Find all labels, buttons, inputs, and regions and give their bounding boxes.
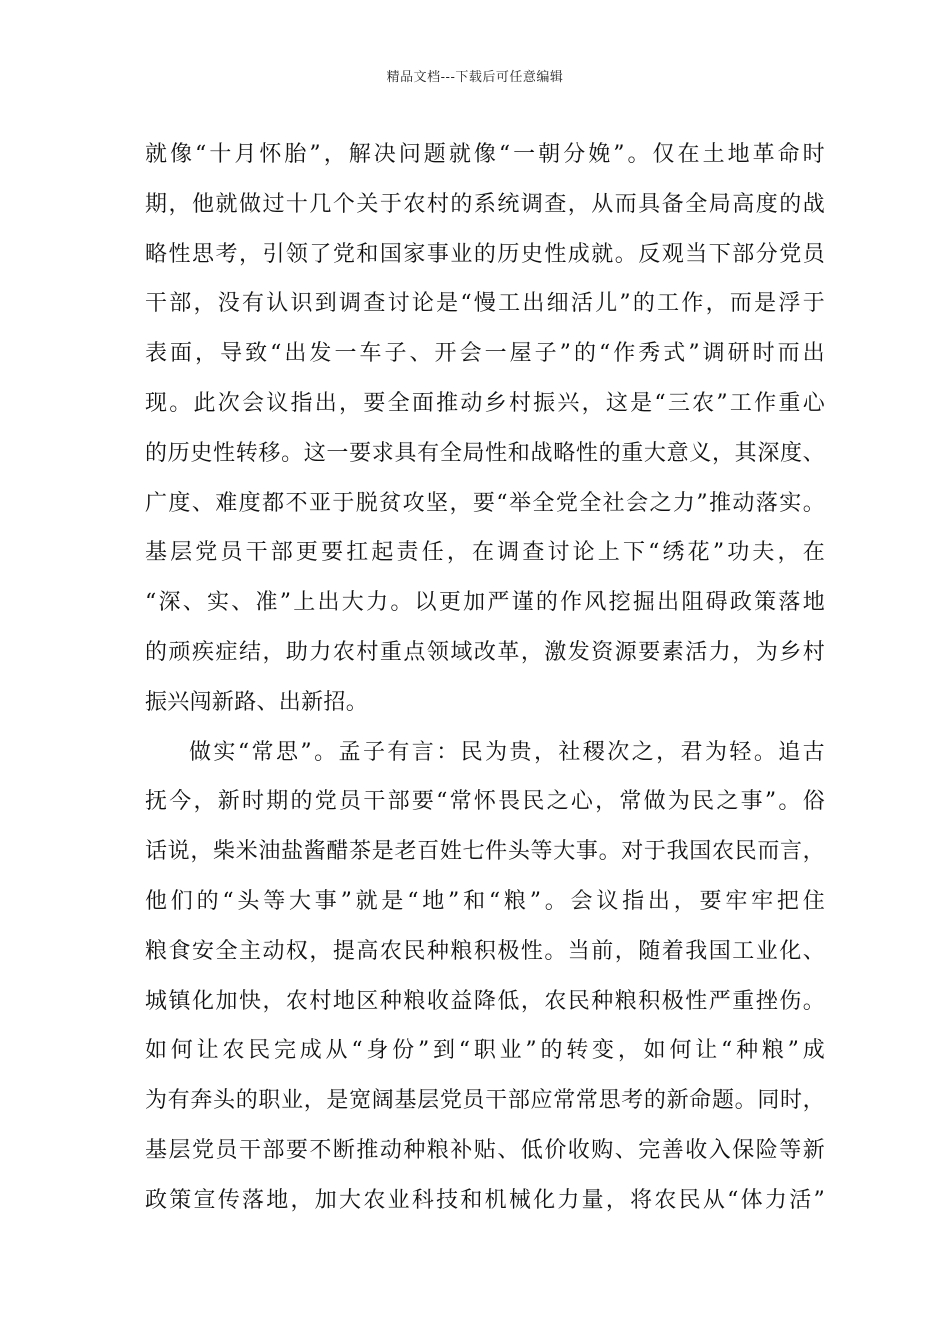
- text-line: “深、实、准”上出大力。以更加严谨的作风挖掘出阻碍政策落地: [145, 590, 825, 616]
- text-line: 略性思考，引领了党和国家事业的历史性成就。反观当下部分党员: [145, 241, 825, 267]
- text-line: 如何让农民完成从“身份”到“职业”的转变，如何让“种粮”成: [145, 1038, 825, 1064]
- body-text: [145, 130, 825, 1226]
- text-line: 表面，导致“出发一车子、开会一屋子”的“作秀式”调研时而出: [145, 341, 825, 367]
- text-line: 做实“常思”。孟子有言：民为贵，社稷次之，君为轻。追古: [189, 739, 825, 765]
- text-line: 话说，柴米油盐酱醋茶是老百姓七件头等大事。对于我国农民而言，: [145, 839, 825, 865]
- text-line: 的历史性转移。这一要求具有全局性和战略性的重大意义，其深度、: [145, 440, 825, 466]
- text-line: 期，他就做过十几个关于农村的系统调查，从而具备全局高度的战: [145, 191, 825, 217]
- text-line: 基层党员干部要不断推动种粮补贴、低价收购、完善收入保险等新: [145, 1137, 825, 1163]
- text-line: 为有奔头的职业，是宽阔基层党员干部应常常思考的新命题。同时，: [145, 1088, 825, 1114]
- text-line: 振兴闯新路、出新招。: [145, 689, 369, 715]
- text-line: 他们的“头等大事”就是“地”和“粮”。会议指出，要牢牢把住: [145, 888, 825, 914]
- text-line: 抚今，新时期的党员干部要“常怀畏民之心，常做为民之事”。俗: [145, 789, 825, 815]
- text-line: 政策宣传落地，加大农业科技和机械化力量，将农民从“体力活”: [145, 1187, 825, 1213]
- text-line: 粮食安全主动权，提高农民种粮积极性。当前，随着我国工业化、: [145, 938, 825, 964]
- text-line: 的顽疾症结，助力农村重点领域改革，激发资源要素活力，为乡村: [145, 639, 825, 665]
- text-line: 就像“十月怀胎”，解决问题就像“一朝分娩”。仅在土地革命时: [145, 142, 825, 167]
- page-header: 精品文档---下载后可任意编辑: [386, 70, 564, 85]
- text-line: 基层党员干部更要扛起责任，在调查讨论上下“绣花”功夫，在: [145, 540, 825, 566]
- text-line: 干部，没有认识到调查讨论是“慢工出细活儿”的工作，而是浮于: [145, 291, 825, 317]
- text-line: 广度、难度都不亚于脱贫攻坚，要“举全党全社会之力”推动落实。: [145, 490, 825, 516]
- text-line: 现。此次会议指出，要全面推动乡村振兴，这是“三农”工作重心: [145, 390, 825, 416]
- text-line: 城镇化加快，农村地区种粮收益降低，农民种粮积极性严重挫伤。: [145, 988, 825, 1014]
